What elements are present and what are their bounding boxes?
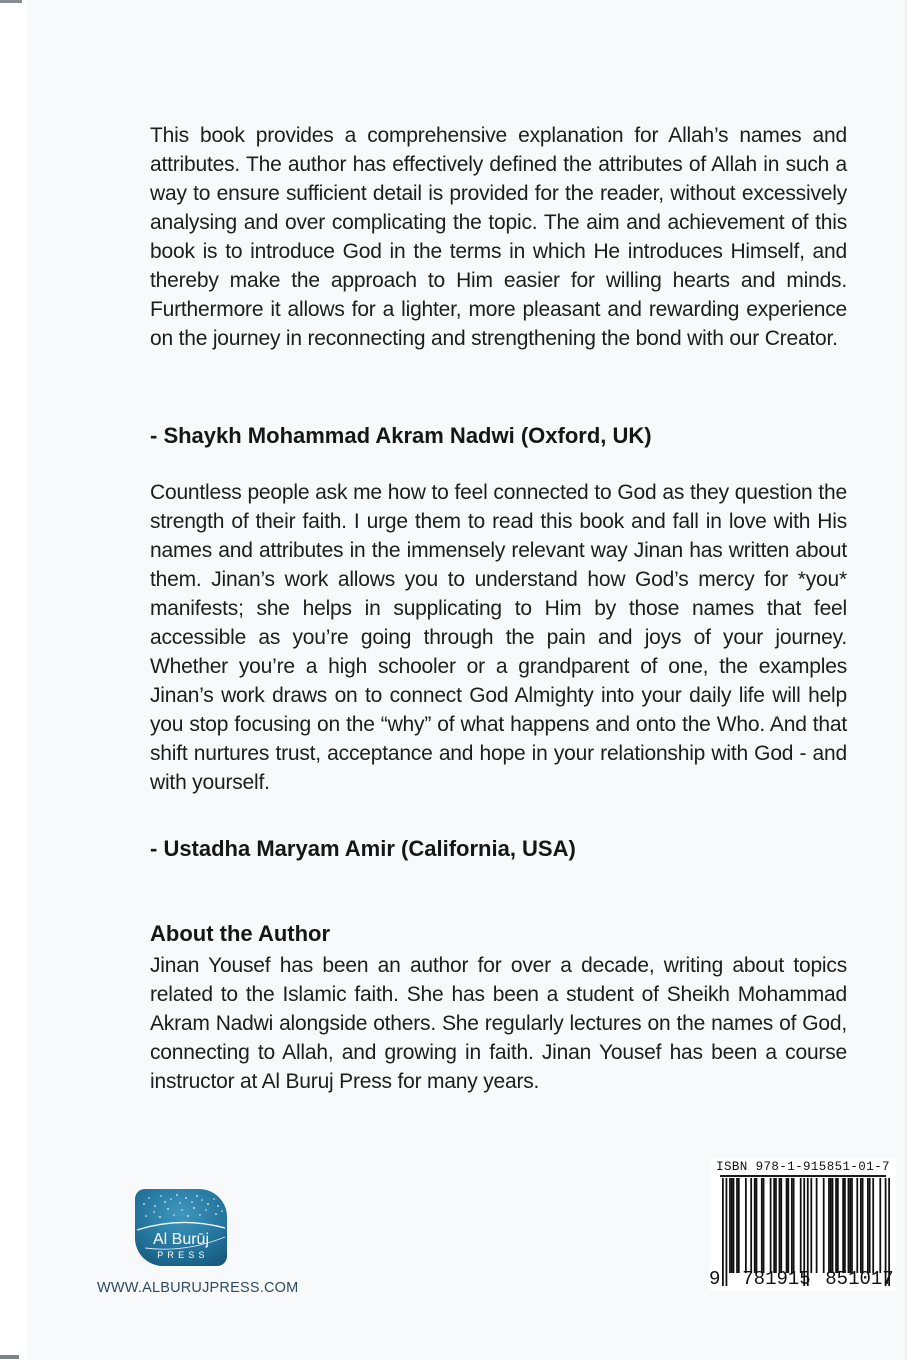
endorsement-2-attribution: - Ustadha Maryam Amir (California, USA) — [150, 836, 576, 861]
about-author-heading: About the Author — [150, 921, 331, 946]
scan-artifact-top-left — [0, 0, 22, 3]
barcode-digits — [709, 1268, 894, 1290]
publisher-website: WWW.ALBURUJPRESS.COM — [97, 1280, 299, 1296]
barcode-digit-first: 9 — [709, 1268, 721, 1290]
publisher-logo — [135, 1189, 227, 1266]
endorsement-2-text: Countless people ask me how to feel connected to God as they question the strength of their faith. I urge them to read this book and fall in love with His names and attributes in the immensely relevant way Jinan has written about them. Jinan’s work allows you to understand how God’s mercy for *you* manifests; she helps in supplicating to Him by those names that feel accessible as you’re going through the pain and joys of your journey. Whether you’re a high schooler or a grandparent of one, the examples Jinan’s work draws on to connect God Almighty into your daily life will help you stop focusing on the “why” of what happens and onto the Who. And that shift nurtures trust, acceptance and hope in your relationship with God - and with yourself. — [150, 481, 847, 794]
barcode-digit-group-1: 781915 — [742, 1268, 811, 1290]
about-author-text: Jinan Yousef has been an author for over a decade, writing about topics related to the Islamic faith. She has been a student of Sheikh Mohammad Akram Nadwi alongside others. She regularly lectures on the names of God, connecting to Allah, and growing in faith. Jinan Yousef has been a course instructor at Al Buruj Press for many years. — [150, 954, 847, 1093]
barcode-panel — [710, 1158, 896, 1291]
isbn-rule — [720, 1175, 886, 1177]
barcode-digit-group-2: 851017 — [825, 1268, 894, 1290]
al-buruj-press-logo-icon — [135, 1189, 227, 1266]
logo-subtitle: PRESS — [157, 1250, 209, 1260]
endorsement-1-text: This book provides a comprehensive explanation for Allah’s names and attributes. The author has effectively defined the attributes of Allah in such a way to ensure sufficient detail is provided for the reader, without excessively analysing and over complicating the topic. The aim and achievement of this book is to introduce God in the terms in which He introduces Himself, and thereby make the approach to Him easier for willing hearts and minds. Furthermore it allows for a lighter, more pleasant and rewarding experience on the journey in reconnecting and strengthening the bond with our Creator. — [150, 124, 847, 350]
isbn-label: ISBN 978-1-915851-01-7 — [716, 1160, 890, 1174]
endorsement-1-attribution: - Shaykh Mohammad Akram Nadwi (Oxford, UK) — [150, 423, 652, 448]
logo-wordmark: Al Burūj — [152, 1231, 210, 1248]
cover-background — [27, 0, 907, 1360]
scan-artifact-bottom-left — [0, 1355, 19, 1359]
